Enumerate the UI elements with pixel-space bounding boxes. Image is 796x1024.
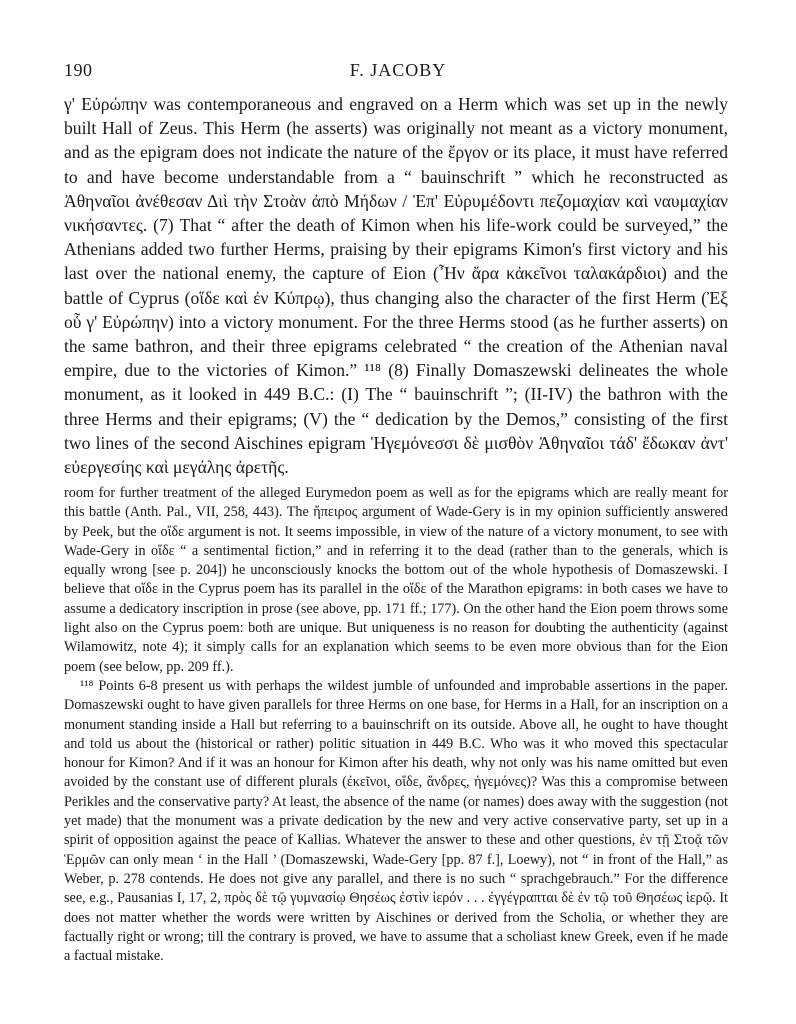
main-text (64, 92, 728, 479)
footnotes (64, 484, 728, 966)
footnote-continuation: room for further treatment of the alleged Eurymedon poem as well as for the epigrams which are really meant for this battle (Anth. Pal., VII, 258, 443). The ἤπειρος argument of Wade-Gery is in my opinion sufficiently answered by Peek, but the οἵδε argument is not. It seems impossible, in view of the nature of a victory monument, to see with Wade-Gery in οἵδε “ a sentimental fiction,” and in referring it to the dead (rather than to the generals, which is equally wrong [see p. 204]) he unconsciously knocks the bottom out of the whole hypothesis of Domaszewski. I believe that οἵδε in the Cyprus poem has its parallel in the οἵδε of the Marathon epigrams: in both cases we have to assume a dedicatory inscription in prose (see above, pp. 171 ff.; 177). On the other hand the Eion poem throws some light also on the Cyprus poem: both are unique. But uniqueness is no reason for doubting the authenticity (against Wilamowitz, note 4); it simply calls for an explanation which seems to be even more obvious than for the Eion poem (see below, pp. 209 ff.). (64, 485, 728, 675)
running-title: F. JACOBY (349, 60, 447, 80)
footnote-118: ¹¹⁸ Points 6-8 present us with perhaps the wildest jumble of unfounded and improbable assertions in the paper. Domaszewski ought to have given parallels for three Herms on one base, for Herms in a Hall, for an inscription on a monument standing inside a Hall but referring to a bauinschrift on its outside. Above all, he ought to have thought and told us about the (historical or rather) politic situation in 449 B.C. Who was it who moved this spectacular honour for Kimon? And if it was an honour for Kimon after his death, why not only was his name omitted but even avoided by the constant use of different plurals (ἐκεῖνοι, οἵδε, ἄνδρες, ἡγεμόνες)? Was this a compromise between Perikles and the conservative party? At least, the absence of the name (or names) does away with the suggestion (not yet made) that the monument was a private dedication by the new and very active conservative party, set up in a spirit of opposition against the peace of Kallias. Whatever the answer to these and other questions, ἐν τῇ Στοᾷ τῶν Ἑρμῶν can only mean ‘ in the Hall ’ (Domaszewski, Wade-Gery [pp. 87 f.], Loewy), not “ in front of the Hall,” as Weber, p. 278 contends. He does not give any parallel, and there is no such “ sprachgebrauch.” For the difference see, e.g., Pausanias I, 17, 2, πρὸς δὲ τῷ γυμνασίῳ Θησέως ἐστὶν ἱερόν . . . ἐγγέγραπται δὲ ἐν τῷ τοῦ Θησέως ἱερῷ. It does not matter whether the words were written by Aischines or derived from the Scholia, or whether they are factually right or wrong; till the contrary is proved, we have to assume that a scholiast knew Greek, even if he made a factual mistake. (64, 677, 728, 965)
main-paragraph: γ' Εὐρώπην was contemporaneous and engraved on a Herm which was set up in the newly built Hall of Zeus. This Herm (he asserts) was originally not meant as a victory monument, and as the epigram does not indicate the nature of the ἔργον or its place, it must have referred to and have become understandable from a “ bauinschrift ” which he reconstructed as Ἀθηναῖοι ἀνέθεσαν Διὶ τὴν Στοὰν ἀπὸ Μήδων / Ἐπ' Εὐρυμέδοντι πεζομαχίαν καὶ ναυμαχίαν νικήσαντες. (7) That “ after the death of Kimon when his life-work could be surveyed,” the Athenians added two further Herms, praising by their epigrams Kimon's first victory and his last over the national enemy, the capture of Eion (Ἦν ἄρα κἀκεῖνοι ταλακάρδιοι) and the battle of Cyprus (οἵδε καὶ ἐν Κύπρῳ), thus changing also the character of the first Herm (Ἐξ οὗ γ' Εὐρώπην) into a victory monument. For the three Herms stood (as he further asserts) on the same bathron, and their three epigrams celebrated “ the creation of the Athenian naval empire, due to the victories of Kimon.” ¹¹⁸ (8) Finally Domaszewski delineates the whole monument, as it looked in 449 B.C.: (I) The “ bauinschrift ”; (II-IV) the bathron with the three Herms and their epigrams; (V) the “ dedication by the Demos,” consisting of the first two lines of the second Aischines epigram Ἡγεμόνεσσι δὲ μισθὸν Ἀθηναῖοι τάδ' ἔδωκαν ἀντ' εὐεργεσίης καὶ μεγάλης ἀρετῆς. (64, 94, 728, 478)
page-number: 190 (64, 60, 93, 80)
